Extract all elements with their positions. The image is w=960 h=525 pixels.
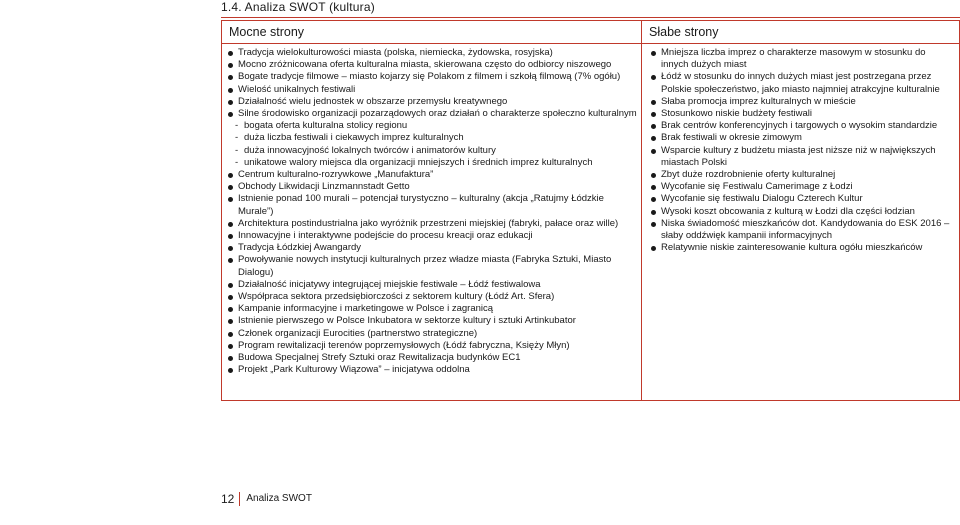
- list-item-text: Tradycja wielokulturowości miasta (polska, niemiecka, żydowska, rosyjska): [238, 47, 553, 58]
- list-item: [227, 132, 637, 144]
- list-item: [227, 352, 637, 364]
- list-item: [227, 364, 637, 376]
- list-item: [650, 96, 955, 108]
- weaknesses-column: [642, 21, 959, 400]
- dash-marker: [235, 145, 244, 157]
- list-item-text: Stosunkowo niskie budżety festiwali: [661, 108, 813, 120]
- page-number: 12: [221, 492, 240, 506]
- dash-marker: [235, 120, 244, 132]
- list-item-text: Innowacyjne i interaktywne podejście do procesu kreacji oraz edukacji: [238, 230, 533, 242]
- list-item-text: Centrum kulturalno-rozrywkowe „Manufaktura”: [238, 169, 434, 181]
- list-item: [650, 145, 955, 169]
- strengths-list: [222, 44, 641, 376]
- list-item-text: Wielość unikalnych festiwali: [238, 83, 356, 95]
- list-item: [650, 47, 955, 71]
- list-item-text: Relatywnie niskie zainteresowanie kultura ogółu mieszkańców: [661, 242, 923, 254]
- list-item-text: Zbyt duże rozdrobnienie oferty kulturalnej: [661, 169, 836, 181]
- list-item: [650, 169, 955, 181]
- list-item-text: Działalność inicjatywy integrującej miejskie festiwale – Łódź festiwalowa: [238, 278, 541, 290]
- list-item-text: Powoływanie nowych instytucji kulturalnych przez władze miasta (Fabryka Sztuki, Miasto Dialogu): [238, 254, 612, 278]
- list-item-text: unikatowe walory miejsca dla organizacji mniejszych i średnich imprez kulturalnych: [244, 156, 593, 168]
- list-item: [227, 120, 637, 132]
- list-item: [650, 193, 955, 205]
- list-item-text: Działalność wielu jednostek w obszarze przemysłu kreatywnego: [238, 95, 508, 107]
- list-item-text: duża liczba festiwali i ciekawych imprez kulturalnych: [244, 132, 464, 144]
- list-item-text: Mniejsza liczba imprez o charakterze masowym w stosunku do innych dużych miast: [661, 47, 926, 71]
- weaknesses-list: [642, 44, 959, 254]
- list-item-text: bogata oferta kulturalna stolicy regionu: [244, 120, 408, 132]
- list-item-text: Architektura postindustrialna jako wyróżnik przestrzeni miejskiej (fabryki, pałace oraz wille): [238, 217, 619, 229]
- list-item-text: Wysoki koszt obcowania z kulturą w Łodzi dla części łodzian: [661, 205, 915, 217]
- list-item-text: Wycofanie się Festiwalu Camerimage z Łodzi: [661, 181, 853, 193]
- strengths-header: Mocne strony: [222, 21, 641, 44]
- list-item-text: Wycofanie się festiwalu Dialogu Czterech Kultur: [661, 193, 863, 205]
- list-item: [650, 132, 955, 144]
- list-item-text: Istnienie pierwszego w Polsce Inkubatora w sektorze kultury i sztuki Artinkubator: [238, 315, 576, 327]
- list-item: [227, 84, 637, 96]
- list-item-text: Współpraca sektora przedsiębiorczości z sektorem kultury (Łódź Art. Sfera): [238, 291, 555, 303]
- list-item: [227, 242, 637, 254]
- list-item: [227, 71, 637, 83]
- strengths-column: [222, 21, 642, 400]
- list-item: [650, 108, 955, 120]
- list-item-text: Brak festiwali w okresie zimowym: [661, 132, 802, 144]
- list-item: [227, 59, 637, 71]
- footer-label: Analiza SWOT: [246, 493, 312, 504]
- list-item-text: Obchody Likwidacji Linzmannstadt Getto: [238, 181, 410, 193]
- list-item: [227, 340, 637, 352]
- list-item: [227, 279, 637, 291]
- list-item: [227, 315, 637, 327]
- list-item-text: Program rewitalizacji terenów poprzemysłowych (Łódź fabryczna, Księży Młyn): [238, 339, 570, 351]
- list-item: [227, 145, 637, 157]
- list-item: [227, 303, 637, 315]
- list-item: [227, 193, 637, 217]
- list-item: [650, 181, 955, 193]
- list-item: [650, 120, 955, 132]
- list-item: [650, 218, 955, 242]
- list-item-text: Łódź w stosunku do innych dużych miast jest postrzegana przez Polskie społeczeństwo, jako miasto najmniej atrakcyjne kulturalnie: [661, 71, 940, 95]
- list-item: [227, 328, 637, 340]
- list-item-text: Projekt „Park Kulturowy Wiązowa” – inicjatywa oddolna: [238, 364, 470, 376]
- weaknesses-header: Słabe strony: [642, 21, 959, 44]
- list-item: [227, 218, 637, 230]
- list-item-text: Brak centrów konferencyjnych i targowych o wysokim standardzie: [661, 120, 938, 132]
- dash-marker: [235, 132, 244, 144]
- list-item-text: Budowa Specjalnej Strefy Sztuki oraz Rewitalizacja budynków EC1: [238, 352, 521, 364]
- list-item-text: Kampanie informacyjne i marketingowe w Polsce i zagranicą: [238, 303, 494, 315]
- list-item: [227, 157, 637, 169]
- list-item: [650, 206, 955, 218]
- list-item: [650, 242, 955, 254]
- list-item-text: Bogate tradycje filmowe – miasto kojarzy się Polakom z filmem i szkołą filmową (7% ogółu): [238, 71, 621, 83]
- list-item-text: Niska świadomość mieszkańców dot. Kandydowania do ESK 2016 – słaby oddźwięk kampanii informacyjnych: [661, 217, 950, 242]
- list-item-text: Tradycja Łódzkiej Awangardy: [238, 242, 362, 254]
- list-item-text: Członek organizacji Eurocities (partnerstwo strategiczne): [238, 327, 478, 339]
- swot-table: [221, 20, 960, 401]
- list-item-text: Istnienie ponad 100 murali – potencjał turystyczno – kulturalny (akcja „Ratujmy Łódzkie Murale”): [238, 193, 604, 217]
- list-item-text: Mocno zróżnicowana oferta kulturalna miasta, skierowana często do odbiorcy niszowego: [238, 59, 612, 71]
- list-item: [227, 291, 637, 303]
- list-item: [227, 47, 637, 59]
- list-item: [227, 230, 637, 242]
- heading-divider: [221, 17, 960, 18]
- list-item: [227, 254, 637, 278]
- section-title: 1.4. Analiza SWOT (kultura): [221, 0, 375, 14]
- list-item-text: Silne środowisko organizacji pozarządowych oraz działań o charakterze społeczno kulturalnym: [238, 108, 637, 120]
- page-footer: [221, 491, 312, 507]
- list-item: [227, 108, 637, 120]
- list-item: [227, 181, 637, 193]
- list-item: [650, 71, 955, 95]
- dash-marker: [235, 157, 244, 169]
- list-item-text: duża innowacyjność lokalnych twórców i animatorów kultury: [244, 144, 496, 156]
- list-item-text: Słaba promocja imprez kulturalnych w mieście: [661, 95, 856, 107]
- list-item-text: Wsparcie kultury z budżetu miasta jest niższe niż w największych miastach Polski: [661, 144, 936, 168]
- list-item: [227, 169, 637, 181]
- list-item: [227, 96, 637, 108]
